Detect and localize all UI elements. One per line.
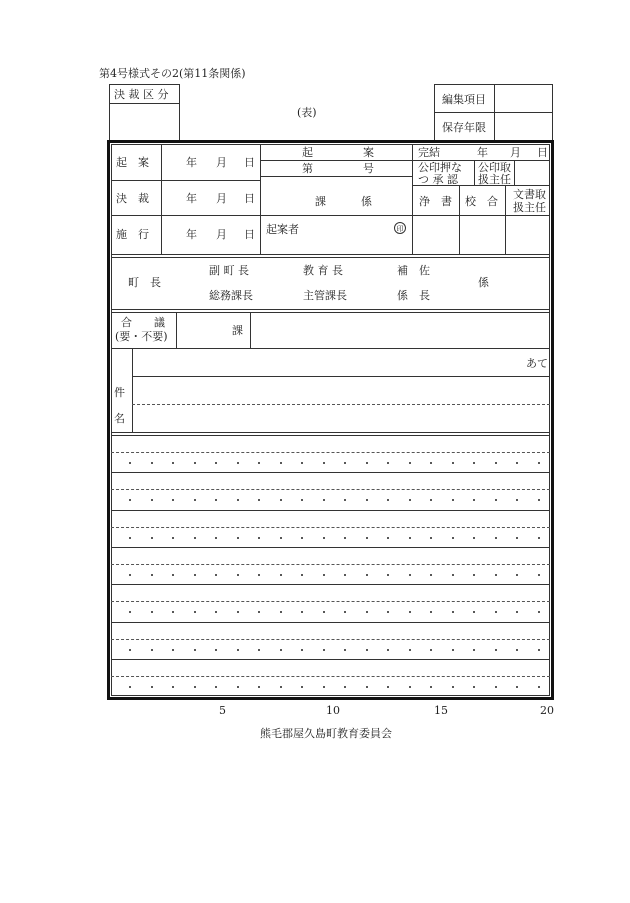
seko-date-nen: 年	[186, 228, 197, 241]
writing-line	[111, 622, 550, 623]
grid-dot	[237, 462, 239, 464]
grid-dot	[538, 574, 540, 576]
grid-dot	[538, 611, 540, 613]
kian-date-nen: 年	[186, 156, 197, 169]
omote-label: (表)	[297, 106, 317, 119]
grid-dot	[409, 611, 411, 613]
grid-dot	[516, 686, 518, 688]
go-label: 号	[363, 162, 374, 175]
grid-dot	[301, 649, 303, 651]
ka-label: 課	[315, 195, 326, 208]
grid-dot	[129, 686, 131, 688]
grid-dot	[452, 537, 454, 539]
grid-dot	[301, 574, 303, 576]
grid-dot	[258, 537, 260, 539]
kyoikucho-label: 教 育 長	[303, 264, 343, 277]
an-label: 案	[363, 146, 374, 159]
ate-label: あて	[526, 357, 548, 370]
grid-dot	[194, 574, 196, 576]
grid-dot	[172, 649, 174, 651]
grid-dot	[237, 649, 239, 651]
grid-dot	[280, 462, 282, 464]
kanketsu-label: 完結	[418, 146, 440, 159]
kakari-label: 係	[361, 195, 372, 208]
grid-dot	[409, 537, 411, 539]
kessai-date-nen: 年	[186, 192, 197, 205]
grid-dot	[194, 611, 196, 613]
grid-dot	[301, 686, 303, 688]
kogo-label: 校 合	[465, 195, 498, 208]
bunsho-label-2: 扱主任	[513, 201, 546, 214]
writing-line	[111, 547, 550, 548]
grid-dot	[172, 686, 174, 688]
grid-dot	[323, 537, 325, 539]
grid-dot	[495, 537, 497, 539]
grid-dot	[430, 537, 432, 539]
writing-guide-line	[111, 452, 550, 453]
seko-date-tsuki: 月	[216, 228, 227, 241]
grid-dot	[280, 649, 282, 651]
ruler-tick-5: 5	[219, 704, 226, 717]
grid-dot	[172, 574, 174, 576]
grid-dot	[194, 649, 196, 651]
grid-dot	[194, 462, 196, 464]
kessai-label: 決 裁	[116, 192, 149, 205]
grid-dot	[301, 537, 303, 539]
aigi-yofuyo-label: (要・不要)	[115, 330, 168, 343]
grid-dot	[172, 462, 174, 464]
grid-dot	[387, 574, 389, 576]
grid-dot	[516, 649, 518, 651]
seko-label: 施 行	[116, 228, 149, 241]
writing-line	[111, 472, 550, 473]
grid-dot	[538, 537, 540, 539]
grid-dot	[323, 611, 325, 613]
writing-guide-line	[111, 676, 550, 677]
writing-line	[111, 510, 550, 511]
koin-oshi-label-2: つ 承 認	[418, 173, 458, 186]
ruler-tick-10: 10	[326, 704, 340, 717]
writing-guide-line	[111, 489, 550, 490]
grid-dot	[215, 649, 217, 651]
grid-dot	[366, 649, 368, 651]
grid-dot	[129, 574, 131, 576]
grid-dot	[516, 462, 518, 464]
grid-dot	[409, 686, 411, 688]
grid-dot	[344, 686, 346, 688]
grid-dot	[344, 462, 346, 464]
grid-dot	[280, 611, 282, 613]
grid-dot	[387, 686, 389, 688]
kanketsu-hi: 日	[537, 146, 548, 159]
grid-dot	[473, 686, 475, 688]
somukacho-label: 総務課長	[209, 289, 253, 302]
mei-label: 名	[114, 412, 125, 425]
grid-dot	[258, 462, 260, 464]
grid-dot	[215, 537, 217, 539]
kian-date-tsuki: 月	[216, 156, 227, 169]
grid-dot	[495, 649, 497, 651]
grid-dot	[495, 611, 497, 613]
grid-dot	[495, 574, 497, 576]
dai-label: 第	[302, 162, 313, 175]
grid-dot	[151, 611, 153, 613]
grid-dot	[258, 686, 260, 688]
writing-guide-line	[111, 527, 550, 528]
grid-dot	[366, 611, 368, 613]
grid-dot	[409, 649, 411, 651]
grid-dot	[237, 537, 239, 539]
grid-dot	[452, 574, 454, 576]
grid-dot	[473, 649, 475, 651]
grid-dot	[323, 649, 325, 651]
grid-dot	[387, 649, 389, 651]
hosa-label: 補 佐	[397, 264, 430, 277]
grid-dot	[215, 686, 217, 688]
grid-dot	[452, 649, 454, 651]
grid-dot	[151, 462, 153, 464]
ruler-tick-20: 20	[540, 704, 554, 717]
hozon-nengen-label: 保存年限	[442, 121, 486, 134]
grid-dot	[258, 574, 260, 576]
bunsho-label-1: 文書取	[513, 188, 546, 201]
grid-dot	[194, 686, 196, 688]
grid-dot	[430, 574, 432, 576]
writing-line	[111, 659, 550, 660]
grid-dot	[430, 462, 432, 464]
grid-dot	[366, 574, 368, 576]
form-title: 第4号様式その2(第11条関係)	[99, 67, 246, 80]
chocho-label: 町 長	[128, 276, 161, 289]
koin-oshi-label-1: 公印押な	[418, 161, 462, 174]
aigi-ka-label: 課	[232, 324, 243, 337]
grid-dot	[516, 574, 518, 576]
grid-dot	[172, 537, 174, 539]
grid-dot	[495, 686, 497, 688]
grid-dot	[516, 537, 518, 539]
kian-date-hi: 日	[244, 156, 255, 169]
grid-dot	[237, 574, 239, 576]
koin-tori-label-1: 公印取	[478, 161, 511, 174]
ken-label: 件	[114, 386, 125, 399]
grid-dot	[366, 537, 368, 539]
grid-dot	[280, 686, 282, 688]
kessai-kubun-label: 決 裁 区 分	[114, 88, 169, 101]
kessai-date-tsuki: 月	[216, 192, 227, 205]
grid-dot	[129, 649, 131, 651]
grid-dot	[323, 462, 325, 464]
grid-dot	[538, 649, 540, 651]
grid-dot	[301, 462, 303, 464]
grid-dot	[151, 574, 153, 576]
grid-dot	[151, 649, 153, 651]
grid-dot	[452, 462, 454, 464]
henshu-komoku-label: 編集項目	[442, 93, 486, 106]
grid-dot	[344, 537, 346, 539]
grid-dot	[409, 462, 411, 464]
grid-dot	[215, 462, 217, 464]
writing-line	[111, 584, 550, 585]
seal-icon: 印	[394, 222, 406, 234]
grid-dot	[538, 686, 540, 688]
grid-dot	[323, 574, 325, 576]
seko-date-hi: 日	[244, 228, 255, 241]
josho-label: 浄 書	[419, 195, 452, 208]
grid-dot	[452, 686, 454, 688]
footer-issuer: 熊毛郡屋久島町教育委員会	[260, 727, 392, 740]
kanketsu-nen: 年	[477, 146, 488, 159]
grid-dot	[452, 611, 454, 613]
grid-dot	[215, 574, 217, 576]
grid-dot	[366, 686, 368, 688]
grid-dot	[387, 462, 389, 464]
ki-label: 起	[302, 146, 313, 159]
grid-dot	[237, 686, 239, 688]
grid-dot	[409, 574, 411, 576]
grid-dot	[430, 686, 432, 688]
kessai-date-hi: 日	[244, 192, 255, 205]
grid-dot	[323, 686, 325, 688]
kakaricho-label: 係 長	[397, 289, 430, 302]
grid-dot	[344, 574, 346, 576]
kanketsu-tsuki: 月	[510, 146, 521, 159]
grid-dot	[473, 462, 475, 464]
fukuchocho-label: 副 町 長	[209, 264, 249, 277]
grid-dot	[473, 537, 475, 539]
grid-dot	[430, 649, 432, 651]
grid-dot	[258, 649, 260, 651]
grid-dot	[237, 611, 239, 613]
grid-dot	[280, 537, 282, 539]
grid-dot	[366, 462, 368, 464]
grid-dot	[387, 537, 389, 539]
shukankacho-label: 主管課長	[303, 289, 347, 302]
grid-dot	[280, 574, 282, 576]
writing-guide-line	[111, 564, 550, 565]
aigi-label: 合 議	[121, 316, 165, 329]
grid-dot	[151, 537, 153, 539]
writing-guide-line	[111, 601, 550, 602]
grid-dot	[538, 462, 540, 464]
grid-dot	[344, 649, 346, 651]
grid-dot	[151, 686, 153, 688]
grid-dot	[129, 537, 131, 539]
kiansha-label: 起案者	[266, 223, 299, 236]
koin-tori-label-2: 扱主任	[478, 173, 511, 186]
kian-label: 起 案	[116, 156, 149, 169]
grid-dot	[194, 537, 196, 539]
grid-dot	[495, 462, 497, 464]
grid-dot	[129, 462, 131, 464]
kakari-official-label: 係	[478, 276, 489, 289]
ruler-tick-15: 15	[434, 704, 448, 717]
writing-guide-line	[111, 639, 550, 640]
grid-dot	[473, 574, 475, 576]
